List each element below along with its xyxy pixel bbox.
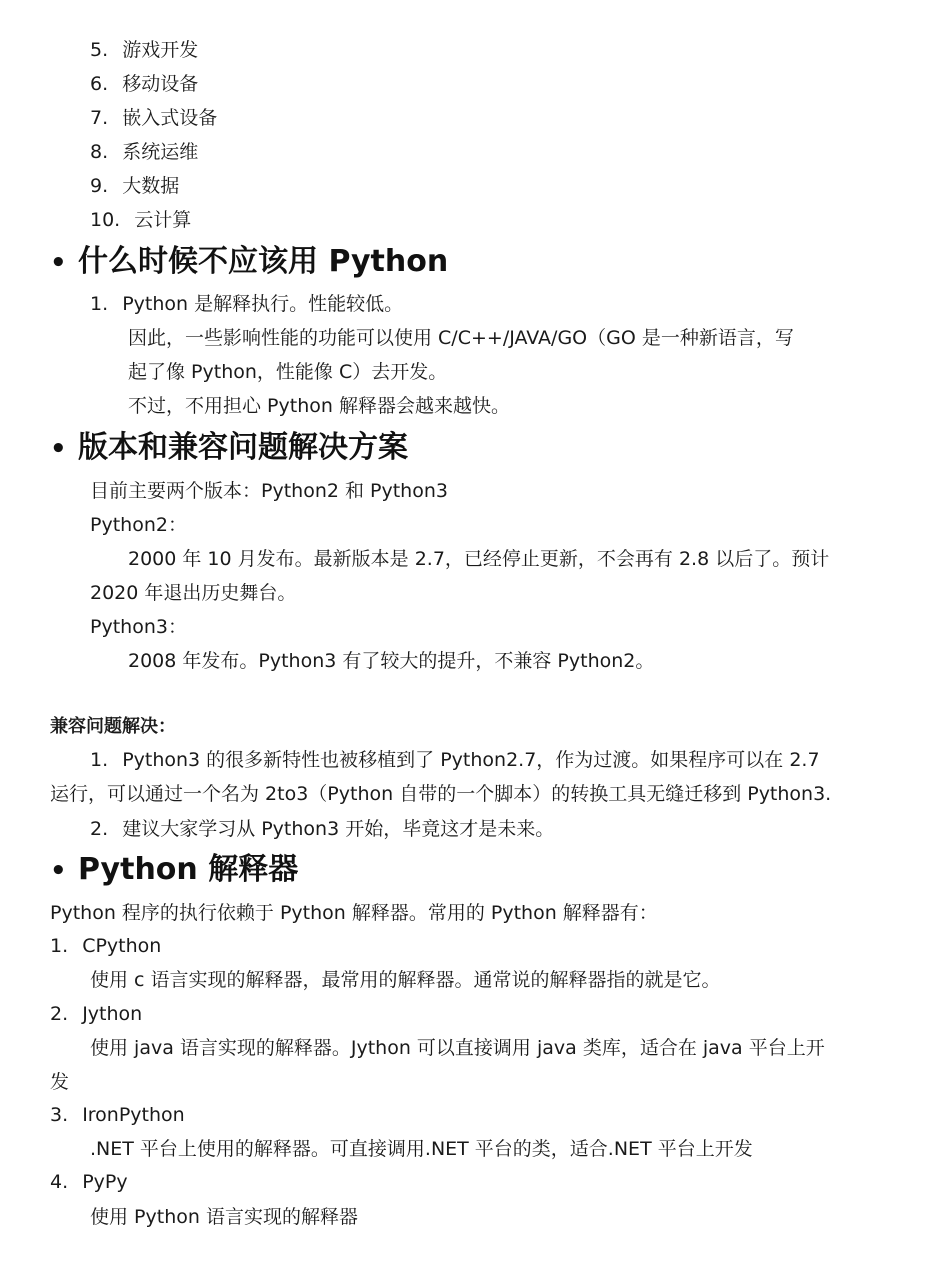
version-label: Python2：: [90, 514, 187, 536]
paragraph-line: 目前主要两个版本：Python2 和 Python3: [90, 480, 448, 502]
heading-text: Python 解释器: [78, 852, 299, 887]
list-text: 嵌入式设备: [122, 107, 218, 129]
list-item: [50, 1000, 142, 1028]
list-number: 6.: [90, 73, 109, 95]
list-item: [90, 290, 403, 318]
interpreter-desc: 使用 Python 语言实现的解释器: [90, 1206, 358, 1228]
list-item: [90, 104, 217, 132]
bullet-marker: •: [50, 434, 67, 464]
list-text: 建议大家学习从 Python3 开始，毕竟这才是未来。: [122, 818, 555, 840]
list-number: 7.: [90, 107, 109, 129]
interpreter-desc-continued: 发: [50, 1071, 70, 1093]
paragraph-line: 运行，可以通过一个名为 2to3（Python 自带的一个脚本）的转换工具无缝迁移到 Python3.: [50, 783, 832, 805]
heading-text: 版本和兼容问题解决方案: [78, 430, 408, 465]
paragraph-line: 因此，一些影响性能的功能可以使用 C/C++/JAVA/GO（GO 是一种新语言，写: [128, 327, 794, 349]
list-text: Python 是解释执行。性能较低。: [122, 293, 404, 315]
version-label: Python3：: [90, 616, 187, 638]
list-number: 2.: [50, 1003, 69, 1025]
list-item: [50, 1168, 128, 1196]
paragraph-line: 2008 年发布。Python3 有了较大的提升，不兼容 Python2。: [128, 650, 655, 672]
list-item: [50, 1101, 185, 1129]
compat-label: 兼容问题解决：: [50, 716, 176, 737]
list-number: 1.: [50, 935, 69, 957]
list-item: [90, 172, 179, 200]
list-number: 10.: [90, 209, 121, 231]
list-item: [90, 206, 191, 234]
list-number: 8.: [90, 141, 109, 163]
list-item: [90, 815, 554, 843]
heading-text: 什么时候不应该用 Python: [78, 244, 449, 279]
interpreter-desc: 使用 java 语言实现的解释器。Jython 可以直接调用 java 类库，适合在 java 平台上开: [90, 1037, 825, 1059]
interpreter-desc: .NET 平台上使用的解释器。可直接调用.NET 平台的类，适合.NET 平台上开发: [90, 1138, 753, 1160]
interpreter-name: CPython: [82, 935, 162, 957]
list-item: [50, 932, 161, 960]
section-heading-interpreters: [50, 850, 298, 891]
paragraph-line: 2000 年 10 月发布。最新版本是 2.7，已经停止更新，不会再有 2.8 以后了。预计: [128, 548, 830, 570]
section-heading-when-not-python: [50, 242, 448, 283]
interpreter-name: Jython: [82, 1003, 143, 1025]
list-number: 9.: [90, 175, 109, 197]
list-text: 云计算: [134, 209, 192, 231]
paragraph-line: 不过，不用担心 Python 解释器会越来越快。: [128, 395, 510, 417]
list-text: 移动设备: [122, 73, 199, 95]
list-number: 2.: [90, 818, 109, 840]
bullet-marker: •: [50, 856, 67, 886]
bullet-marker: •: [50, 248, 67, 278]
list-item: [90, 36, 198, 64]
list-text: 大数据: [122, 175, 180, 197]
section-heading-versions: [50, 428, 408, 469]
interpreter-desc: 使用 c 语言实现的解释器，最常用的解释器。通常说的解释器指的就是它。: [90, 969, 721, 991]
list-number: 1.: [90, 749, 109, 771]
interpreter-name: IronPython: [82, 1104, 185, 1126]
list-number: 3.: [50, 1104, 69, 1126]
list-text: Python3 的很多新特性也被移植到了 Python2.7，作为过渡。如果程序可以在 2.7: [122, 749, 820, 771]
list-text: 游戏开发: [122, 39, 199, 61]
list-number: 1.: [90, 293, 109, 315]
paragraph-line: Python 程序的执行依赖于 Python 解释器。常用的 Python 解释器有：: [50, 902, 658, 924]
list-item: [90, 138, 198, 166]
interpreter-name: PyPy: [82, 1171, 128, 1193]
list-text: 系统运维: [122, 141, 199, 163]
paragraph-line: 2020 年退出历史舞台。: [90, 582, 297, 604]
list-item: [90, 70, 198, 98]
list-number: 4.: [50, 1171, 69, 1193]
list-item: [90, 746, 820, 774]
list-number: 5.: [90, 39, 109, 61]
paragraph-line: 起了像 Python，性能像 C）去开发。: [128, 361, 448, 383]
